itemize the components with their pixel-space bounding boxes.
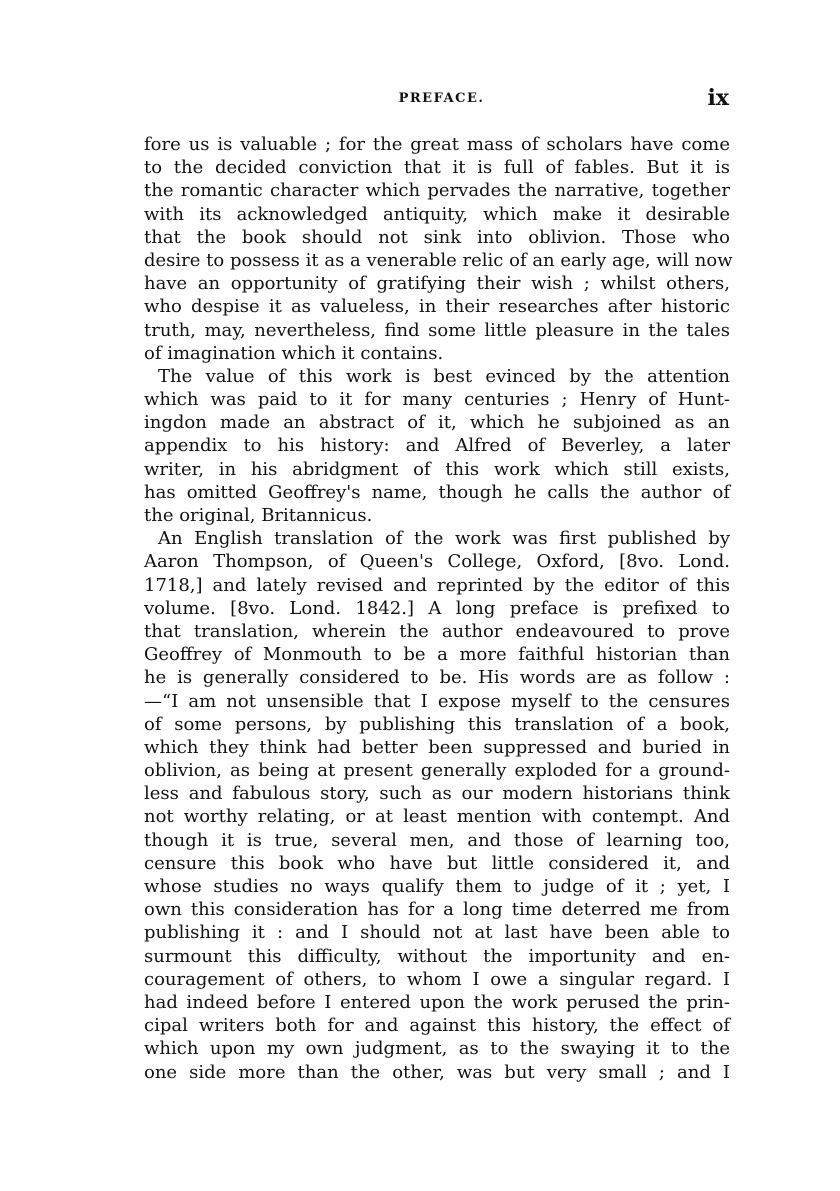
text-line: which they think had better been suppressed and buried in xyxy=(144,736,730,758)
text-line: An English translation of the work was first published by xyxy=(158,528,730,550)
text-line: The value of this work is best evinced by the attention xyxy=(158,365,730,387)
paragraph-1 xyxy=(144,133,733,365)
text-line: have an opportunity of gratifying their wish ; whilst others, xyxy=(144,273,730,295)
text-line: whose studies no ways qualify them to judge of it ; yet, I xyxy=(144,876,730,897)
text-line: he is generally considered to be. His words are as follow : xyxy=(144,667,730,689)
text-line: that the book should not sink into oblivion. Those who xyxy=(144,226,730,248)
text-line: which was paid to it for many centuries ; Henry of Hunt- xyxy=(144,389,730,411)
text-line: has omitted Geoffrey's name, though he calls the author of xyxy=(144,481,730,503)
text-line: ingdon made an abstract of it, which he subjoined as an xyxy=(144,412,730,434)
text-line: of some persons, by publishing this translation of a book, xyxy=(144,713,730,735)
text-line: Aaron Thompson, of Queen's College, Oxford, [8vo. Lond. xyxy=(144,551,730,573)
text-line: fore us is valuable ; for the great mass of scholars have come xyxy=(144,134,730,155)
text-line: writer, in his abridgment of this work which still exists, xyxy=(144,458,730,480)
text-line: truth, may, nevertheless, find some little pleasure in the tales xyxy=(144,319,730,341)
text-line: had indeed before I entered upon the work perused the prin- xyxy=(144,991,730,1013)
text-line: of imagination which it contains. xyxy=(144,342,444,364)
paragraph-3 xyxy=(144,527,730,1084)
text-line: oblivion, as being at present generally exploded for a ground- xyxy=(144,760,730,782)
body-text xyxy=(144,133,733,1084)
text-line: to the decided conviction that it is full of fables. But it is xyxy=(144,157,730,179)
text-line: appendix to his history: and Alfred of Beverley, a later xyxy=(144,435,730,457)
text-line: desire to possess it as a venerable relic of an early age, will now xyxy=(144,249,733,271)
text-line: the romantic character which pervades the narrative, together xyxy=(144,180,730,202)
text-line: that translation, wherein the author endeavoured to prove xyxy=(144,620,730,642)
text-line: 1718,] and lately revised and reprinted by the editor of this xyxy=(144,574,730,596)
text-line: Geoffrey of Monmouth to be a more faithful historian than xyxy=(144,644,730,666)
text-line: with its acknowledged antiquity, which make it desirable xyxy=(144,203,730,225)
text-line: not worthy relating, or at least mention with contempt. And xyxy=(144,806,730,828)
page-number: ix xyxy=(707,85,729,111)
text-line: —“I am not unsensible that I expose myself to the censures xyxy=(144,690,730,712)
text-line: cipal writers both for and against this history, the effect of xyxy=(144,1015,730,1037)
paragraph-2 xyxy=(144,365,730,527)
text-line: though it is true, several men, and those of learning too, xyxy=(144,829,730,851)
running-header xyxy=(144,85,739,115)
text-line: censure this book who have but little considered it, and xyxy=(144,852,730,874)
text-line: who despise it as valueless, in their researches after historic xyxy=(144,296,730,318)
text-line: one side more than the other, was but very small ; and I xyxy=(144,1061,730,1083)
text-line: the original, Britannicus. xyxy=(144,505,373,526)
text-line: own this consideration has for a long time deterred me from xyxy=(144,899,730,921)
running-title: PREFACE. xyxy=(398,91,485,106)
text-line: surmount this difficulty, without the importunity and en- xyxy=(144,945,730,967)
text-line: which upon my own judgment, as to the swaying it to the xyxy=(144,1038,730,1060)
text-line: less and fabulous story, such as our modern historians think xyxy=(144,783,730,805)
text-line: couragement of others, to whom I owe a singular regard. I xyxy=(144,968,730,990)
text-line: publishing it : and I should not at last have been able to xyxy=(144,922,730,944)
text-line: volume. [8vo. Lond. 1842.] A long preface is prefixed to xyxy=(144,597,730,619)
